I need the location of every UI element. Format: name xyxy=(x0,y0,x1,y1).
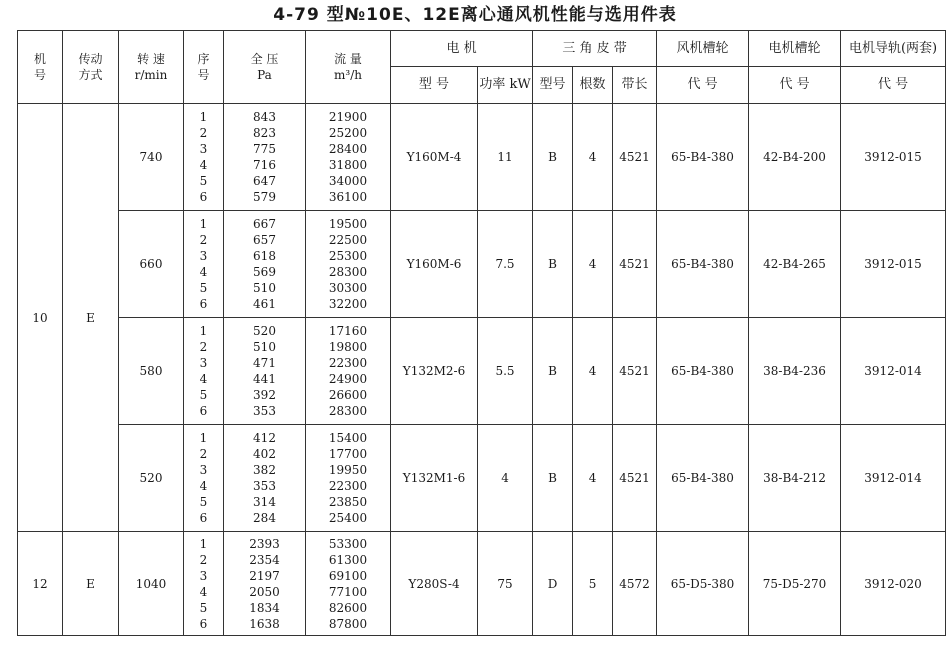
table-body xyxy=(18,104,946,636)
header-drive: 传动 方式 xyxy=(63,31,119,104)
belt-length-cell: 4572 xyxy=(613,532,657,636)
belt-count-cell: 4 xyxy=(573,104,613,211)
rail-cell: 3912-015 xyxy=(841,211,946,318)
motor-pulley-cell: 42-B4-200 xyxy=(749,104,841,211)
header-belt: 三 角 皮 带 xyxy=(533,31,657,67)
motor-model-cell: Y132M2-6 xyxy=(391,318,478,425)
speed-cell: 660 xyxy=(119,211,184,318)
drive-cell: E xyxy=(63,104,119,532)
speed-cell: 740 xyxy=(119,104,184,211)
belt-type-cell: B xyxy=(533,211,573,318)
machine-no-cell: 12 xyxy=(18,532,63,636)
rail-cell: 3912-014 xyxy=(841,318,946,425)
motor-power-cell: 5.5 xyxy=(478,318,533,425)
pressure-cell: 412 402 382 353 314 284 xyxy=(224,425,306,532)
header-belt-length: 带长 xyxy=(613,67,657,104)
pressure-cell: 520 510 471 441 392 353 xyxy=(224,318,306,425)
speed-cell: 520 xyxy=(119,425,184,532)
table-row xyxy=(18,104,946,211)
flow-cell: 17160 19800 22300 24900 26600 28300 xyxy=(306,318,391,425)
rail-cell: 3912-014 xyxy=(841,425,946,532)
belt-count-cell: 4 xyxy=(573,425,613,532)
belt-length-cell: 4521 xyxy=(613,318,657,425)
fan-pulley-cell: 65-B4-380 xyxy=(657,104,749,211)
speed-cell: 580 xyxy=(119,318,184,425)
seq-cell: 1 2 3 4 5 6 xyxy=(184,211,224,318)
seq-cell: 1 2 3 4 5 6 xyxy=(184,425,224,532)
table-header xyxy=(18,31,946,104)
rail-cell: 3912-015 xyxy=(841,104,946,211)
belt-count-cell: 4 xyxy=(573,318,613,425)
fan-pulley-cell: 65-B4-380 xyxy=(657,318,749,425)
belt-count-cell: 4 xyxy=(573,211,613,318)
belt-length-cell: 4521 xyxy=(613,211,657,318)
table-row xyxy=(18,532,946,636)
drive-cell: E xyxy=(63,532,119,636)
header-rail-code: 代 号 xyxy=(841,67,946,104)
seq-cell: 1 2 3 4 5 6 xyxy=(184,104,224,211)
header-flow: 流 量 m³/h xyxy=(306,31,391,104)
header-fan-pulley-code: 代 号 xyxy=(657,67,749,104)
motor-pulley-cell: 38-B4-212 xyxy=(749,425,841,532)
header-motor: 电 机 xyxy=(391,31,533,67)
header-belt-type: 型号 xyxy=(533,67,573,104)
motor-pulley-cell: 75-D5-270 xyxy=(749,532,841,636)
motor-model-cell: Y160M-4 xyxy=(391,104,478,211)
belt-type-cell: B xyxy=(533,318,573,425)
flow-cell: 19500 22500 25300 28300 30300 32200 xyxy=(306,211,391,318)
motor-power-cell: 11 xyxy=(478,104,533,211)
belt-type-cell: B xyxy=(533,104,573,211)
rail-cell: 3912-020 xyxy=(841,532,946,636)
motor-pulley-cell: 42-B4-265 xyxy=(749,211,841,318)
motor-power-cell: 7.5 xyxy=(478,211,533,318)
belt-type-cell: B xyxy=(533,425,573,532)
table-row xyxy=(18,211,946,318)
belt-count-cell: 5 xyxy=(573,532,613,636)
header-speed: 转 速 r/min xyxy=(119,31,184,104)
header-fan-pulley: 风机槽轮 xyxy=(657,31,749,67)
motor-power-cell: 4 xyxy=(478,425,533,532)
motor-pulley-cell: 38-B4-236 xyxy=(749,318,841,425)
header-seq: 序 号 xyxy=(184,31,224,104)
header-motor-power: 功率 kW xyxy=(478,67,533,104)
fan-pulley-cell: 65-B4-380 xyxy=(657,211,749,318)
header-belt-count: 根数 xyxy=(573,67,613,104)
flow-cell: 15400 17700 19950 22300 23850 25400 xyxy=(306,425,391,532)
motor-model-cell: Y280S-4 xyxy=(391,532,478,636)
belt-type-cell: D xyxy=(533,532,573,636)
pressure-cell: 2393 2354 2197 2050 1834 1638 xyxy=(224,532,306,636)
flow-cell: 21900 25200 28400 31800 34000 36100 xyxy=(306,104,391,211)
speed-cell: 1040 xyxy=(119,532,184,636)
belt-length-cell: 4521 xyxy=(613,104,657,211)
flow-cell: 53300 61300 69100 77100 82600 87800 xyxy=(306,532,391,636)
header-motor-pulley-code: 代 号 xyxy=(749,67,841,104)
header-rail: 电机导轨(两套) xyxy=(841,31,946,67)
header-pressure: 全 压 Pa xyxy=(224,31,306,104)
header-motor-model: 型 号 xyxy=(391,67,478,104)
motor-model-cell: Y160M-6 xyxy=(391,211,478,318)
seq-cell: 1 2 3 4 5 6 xyxy=(184,532,224,636)
pressure-cell: 843 823 775 716 647 579 xyxy=(224,104,306,211)
performance-table xyxy=(17,30,946,636)
pressure-cell: 667 657 618 569 510 461 xyxy=(224,211,306,318)
table-row xyxy=(18,425,946,532)
table-row xyxy=(18,318,946,425)
fan-pulley-cell: 65-D5-380 xyxy=(657,532,749,636)
header-machine-no: 机 号 xyxy=(18,31,63,104)
seq-cell: 1 2 3 4 5 6 xyxy=(184,318,224,425)
page-title: 4-79 型№10E、12E离心通风机性能与选用件表 xyxy=(273,5,677,25)
machine-no-cell: 10 xyxy=(18,104,63,532)
motor-model-cell: Y132M1-6 xyxy=(391,425,478,532)
motor-power-cell: 75 xyxy=(478,532,533,636)
belt-length-cell: 4521 xyxy=(613,425,657,532)
header-motor-pulley: 电机槽轮 xyxy=(749,31,841,67)
fan-pulley-cell: 65-B4-380 xyxy=(657,425,749,532)
